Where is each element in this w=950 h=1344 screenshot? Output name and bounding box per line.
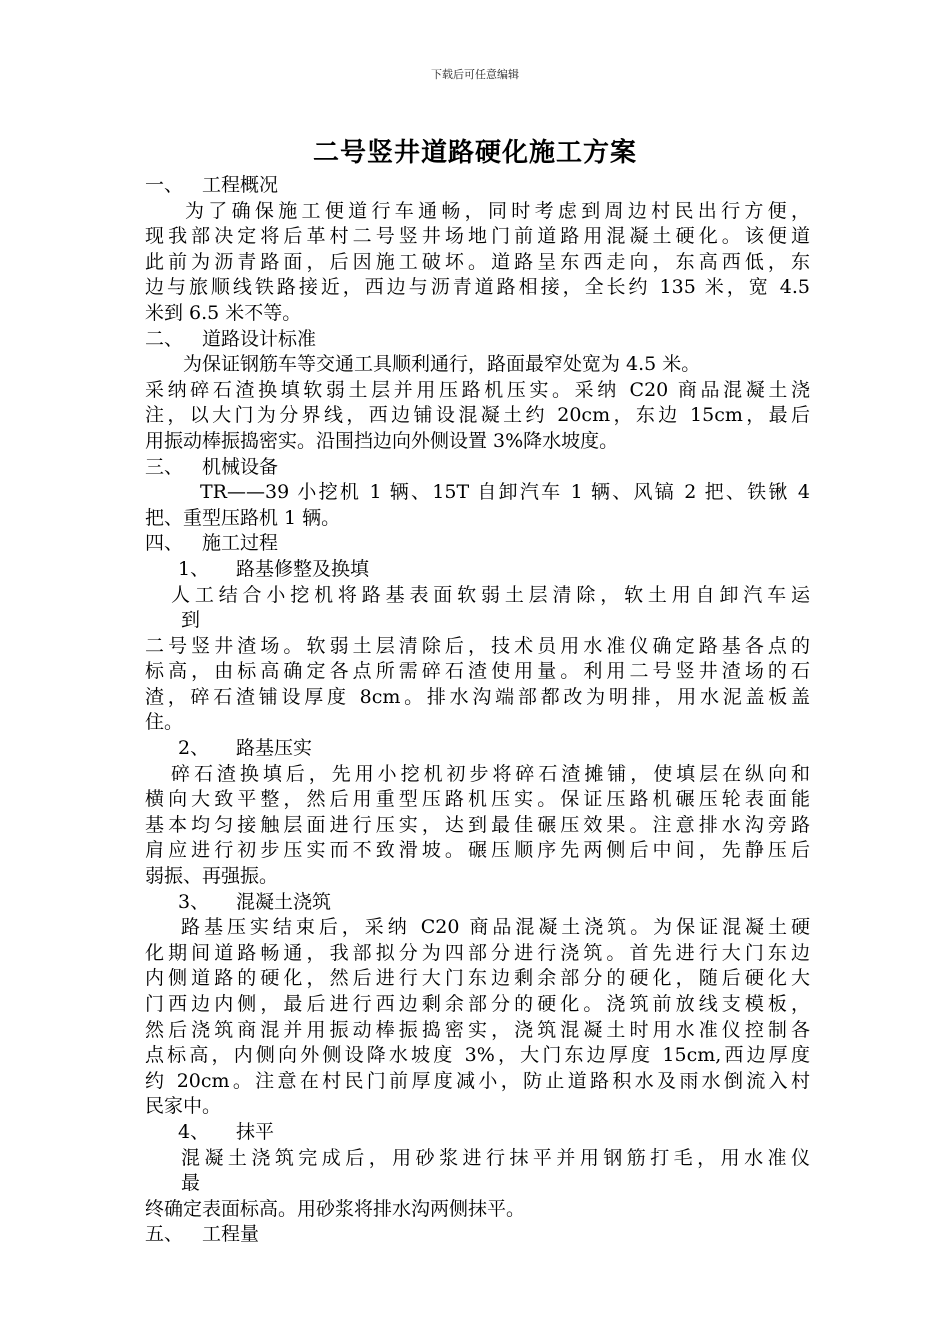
header-note: 下载后可任意编辑 xyxy=(431,68,519,81)
subsection-heading xyxy=(145,736,810,762)
paragraph-line: 渣，碎石渣铺设厚度 8cm。排水沟端部都改为明排，用水泥盖板盖 xyxy=(145,685,810,708)
section-title: 道路设计标准 xyxy=(202,327,317,350)
paragraph-line: 化期间道路畅通，我部拟分为四部分进行浇筑。首先进行大门东边 xyxy=(145,941,810,964)
paragraph-line: 民家中。 xyxy=(145,1095,222,1118)
paragraph-line: 二号竖井渣场。软弱土层清除后，技术员用水准仪确定路基各点的 xyxy=(145,634,810,657)
paragraph-line: 基本均匀接触层面进行压实，达到最佳碾压效果。注意排水沟旁路 xyxy=(145,813,810,836)
paragraph-line: 把、重型压路机 1 辆。 xyxy=(145,506,341,529)
subsection-title: 路基修整及换填 xyxy=(236,557,370,580)
paragraph-line: 为了确保施工便道行车通畅，同时考虑到周边村民出行方便， xyxy=(185,199,810,222)
subsection-title: 混凝土浇筑 xyxy=(236,890,332,913)
document-title: 二号竖井道路硬化施工方案 xyxy=(312,138,637,168)
section-title: 施工过程 xyxy=(202,532,279,555)
paragraph-line: 用振动棒振捣密实。沿围挡边向外侧设置 3%降水坡度。 xyxy=(145,429,619,452)
subsection-number: 2、 xyxy=(178,737,210,760)
paragraph-line: 现我部决定将后革村二号竖井场地门前道路用混凝土硬化。该便道 xyxy=(145,225,810,248)
subsection-number: 4、 xyxy=(178,1120,210,1143)
paragraph-line: 门西边内侧，最后进行西边剩余部分的硬化。浇筑前放线支模板， xyxy=(145,993,810,1015)
section-heading xyxy=(145,327,810,353)
paragraph-line: TR——39 小挖机 1 辆、15T 自卸汽车 1 辆、风镐 2 把、铁锹 4 xyxy=(200,481,810,504)
subsection-heading xyxy=(145,890,810,916)
paragraph-line: 终确定表面标高。用砂浆将排水沟两侧抹平。 xyxy=(145,1197,526,1220)
paragraph-line: 内侧道路的硬化，然后进行大门东边剩余部分的硬化，随后硬化大 xyxy=(145,967,810,990)
paragraph-line: 标高，由标高确定各点所需碎石渣使用量。利用二号竖井渣场的石 xyxy=(145,660,810,683)
section-title: 机械设备 xyxy=(202,455,279,478)
section-heading xyxy=(145,531,810,557)
section-title: 工程概况 xyxy=(202,174,279,196)
paragraph-line: 注，以大门为分界线，西边铺设混凝土约 20cm，东边 15cm，最后 xyxy=(145,404,810,427)
subsection-title: 路基压实 xyxy=(236,737,313,760)
paragraph-line: 然后浇筑商混并用振动棒振捣密实，浇筑混凝土时用水准仪控制各 xyxy=(145,1018,810,1041)
paragraph-line: 约 20cm。注意在村民门前厚度减小，防止道路积水及雨水倒流入村 xyxy=(145,1069,810,1092)
section-title: 工程量 xyxy=(202,1223,260,1246)
section-number: 四、 xyxy=(145,532,184,555)
paragraph-line: 为保证钢筋车等交通工具顺利通行，路面最窄处宽为 4.5 米。 xyxy=(183,353,701,376)
section-number: 一、 xyxy=(145,174,184,196)
paragraph-line: 混凝土浇筑完成后，用砂浆进行抹平并用钢筋打毛，用水准仪 xyxy=(181,1146,810,1169)
paragraph-line: 采纳碎石渣换填软弱土层并用压路机压实。采纳 C20 商品混凝土浇 xyxy=(145,378,810,401)
section-number: 五、 xyxy=(145,1223,184,1246)
paragraph-line: 最 xyxy=(181,1172,201,1195)
paragraph-line: 到 xyxy=(181,609,201,632)
section-heading xyxy=(145,455,810,481)
section-number: 二、 xyxy=(145,327,184,350)
paragraph-line: 住。 xyxy=(145,711,184,734)
subsection-title: 抹平 xyxy=(236,1120,275,1143)
paragraph-line: 肩应进行初步压实而不致滑坡。碾压顺序先两侧后中间，先静压后 xyxy=(145,839,810,862)
paragraph-line: 碎石渣换填后，先用小挖机初步将碎石渣摊铺，使填层在纵向和 xyxy=(171,762,810,785)
subsection-heading xyxy=(145,557,810,583)
section-heading xyxy=(145,173,810,199)
subsection-heading xyxy=(145,1120,810,1146)
paragraph-line: 横向大致平整，然后用重型压路机压实。保证压路机碾压轮表面能 xyxy=(145,788,810,811)
paragraph-line: 边与旅顺线铁路接近，西边与沥青道路相接，全长约 135 米，宽 4.5 xyxy=(145,276,810,299)
paragraph-line: 路基压实结束后，采纳 C20 商品混凝土浇筑。为保证混凝土硬 xyxy=(181,916,810,939)
paragraph-line: 人工结合小挖机将路基表面软弱土层清除，软土用自卸汽车运 xyxy=(171,583,810,606)
paragraph-line: 弱振、再强振。 xyxy=(145,865,279,888)
paragraph-line: 点标高，内侧向外侧设降水坡度 3%，大门东边厚度 15cm,西边厚度 xyxy=(145,1044,810,1067)
subsection-number: 1、 xyxy=(178,557,210,580)
document-body xyxy=(145,173,810,1248)
section-heading xyxy=(145,1222,810,1248)
paragraph-line: 此前为沥青路面，后因施工破坏。道路呈东西走向，东高西低，东 xyxy=(145,250,810,273)
paragraph-line: 米到 6.5 米不等。 xyxy=(145,301,302,324)
subsection-number: 3、 xyxy=(178,890,210,913)
section-number: 三、 xyxy=(145,455,184,478)
